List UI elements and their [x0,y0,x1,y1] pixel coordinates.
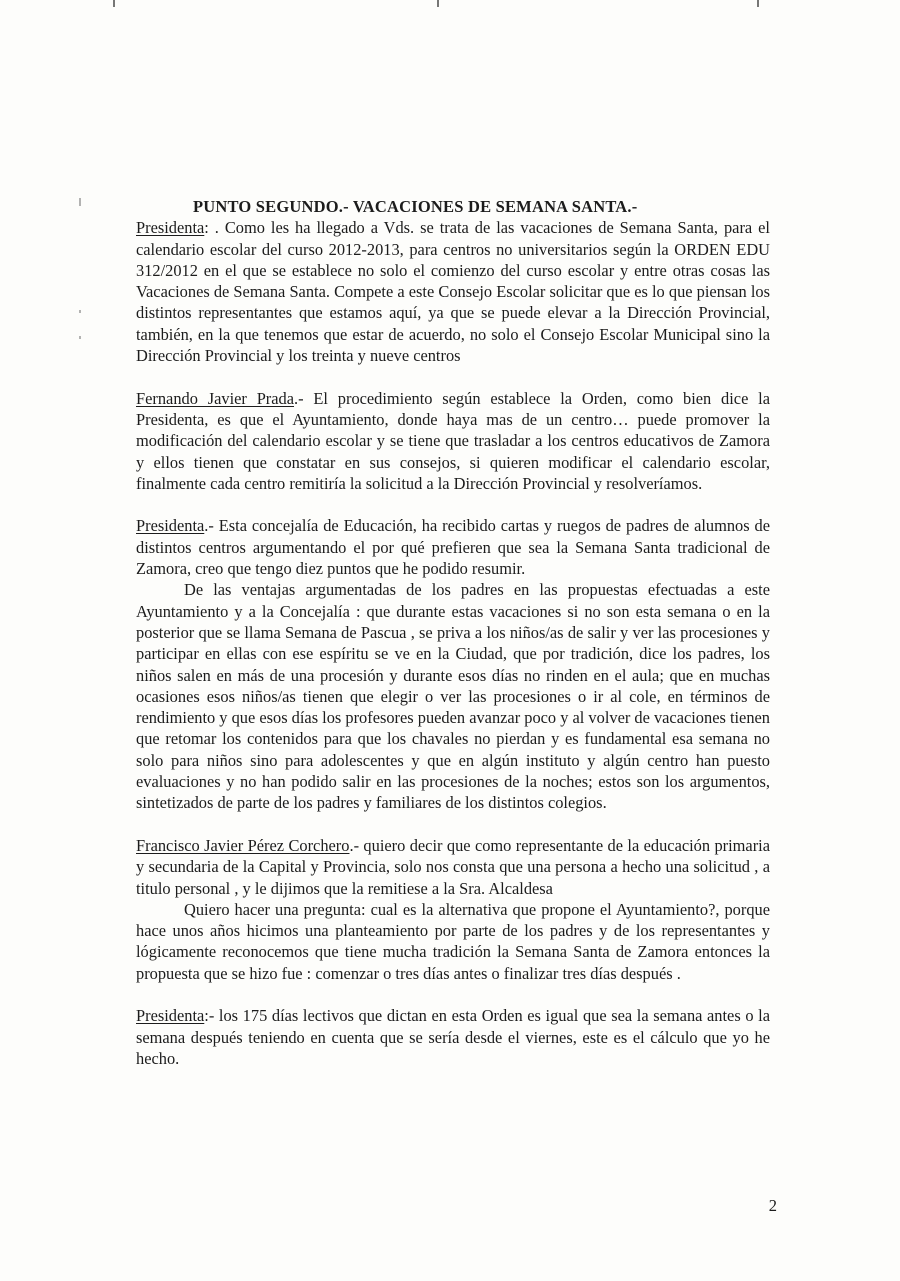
minutes-paragraph [136,515,770,813]
paragraph-text [136,217,770,366]
paragraph-text [136,1005,770,1069]
speaker-name: Fernando Javier Prada [136,388,295,408]
speaker-name: Presidenta [136,516,205,536]
page-number: 2 [768,1196,777,1215]
paragraph-body: :- los 175 días lectivos que dictan en esta Orden es igual que sea la semana antes o la semana después teniendo en cuenta que se sería desde el viernes, este es el cálculo que yo he hecho. [136,1006,770,1068]
speaker-name: Presidenta [136,218,205,238]
speaker-name: Francisco Javier Pérez Corchero [136,835,350,855]
paragraph-text [136,515,770,579]
minutes-paragraph [136,217,770,366]
paragraph-body: : . Como les ha llegado a Vds. se trata de las vacaciones de Semana Santa, para el calendario escolar del curso 2012-2013, para centros no universitarios según la ORDEN EDU 312/2012 en el que se establece no solo el comienzo del curso escolar y entre otras cosas las Vacaciones de Semana Santa. Compete a este Consejo Escolar solicitar que es lo que piensan los distintos representantes que estamos aquí, ya que se puede elevar a la Dirección Provincial, también, en la que tenemos que estar de acuerdo, no solo el Consejo Escolar Municipal sino la Dirección Provincial y los treinta y nueve centros [136,218,770,366]
paragraph-body: .- El procedimiento según establece la Orden, como bien dice la Presidenta, es que el Ayuntamiento, donde haya mas de un centro… puede promover la modificación del calendario escolar y se tiene que trasladar a los centros educativos de Zamora y ellos tienen que constatar en sus consejos, si quieren modificar el calendario escolar, finalmente cada centro remitiría la solicitud a la Dirección Provincial y resolveríamos. [136,388,770,493]
paragraph-body: .- Esta concejalía de Educación, ha recibido cartas y ruegos de padres de alumnos de distintos centros argumentando el por qué prefieren que sea la Semana Santa tradicional de Zamora, creo que tengo diez puntos que he podido resumir. [136,516,770,579]
minutes-paragraph [136,1005,770,1069]
minutes-paragraph [136,835,770,984]
paragraph-continuation: Quiero hacer una pregunta: cual es la alternativa que propone el Ayuntamiento?, porque hace unos años hicimos una planteamiento por parte de los padres y de los representantes y lógicamente reconocemos que tiene mucha tradición la Semana Santa de Zamora entonces la propuesta que se hizo fue : comenzar o tres días antes o finalizar tres días después . [136,899,770,983]
paragraph-continuation: De las ventajas argumentadas de los padres en las propuestas efectuadas a este Ayuntamiento y a la Concejalía : que durante estas vacaciones si no son esta semana o en la posterior que se llama Semana de Pascua , se priva a los niños/as de salir y ver las procesiones y participar en ellas con ese espíritu se ve en la Ciudad, que por tradición, dice los padres, los niños salen en más de una procesión y durante esos días no rinden en el aula; que en muchas ocasiones esos niños/as tienen que elegir o ver las procesiones o ir al cole, en términos de rendimiento y que esos días los profesores pueden avanzar poco y al volver de vacaciones tienen que retomar los contenidos para que los chavales no pierdan y es fundamental esa semana no solo para niños sino para adolescentes y que en algún instituto y algún centro han puesto evaluaciones y no han podido salir en las procesiones de la noches; estos son los argumentos, sintetizados de parte de los padres y familiares de los distintos colegios. [136,580,771,813]
speaker-name: Presidenta [136,1006,205,1026]
minutes-paragraph [136,388,770,494]
paragraph-body: .- quiero decir que como representante de la educación primaria y secundaria de la Capital y Provincia, solo nos consta que una persona a hecho una solicitud , a titulo personal , y le dijimos que la remitiese a la Sra. Alcaldesa [136,835,770,898]
paragraph-text [136,835,770,899]
section-heading: PUNTO SEGUNDO.- VACACIONES DE SEMANA SANTA.- [193,197,638,216]
paragraph-text [136,388,770,494]
